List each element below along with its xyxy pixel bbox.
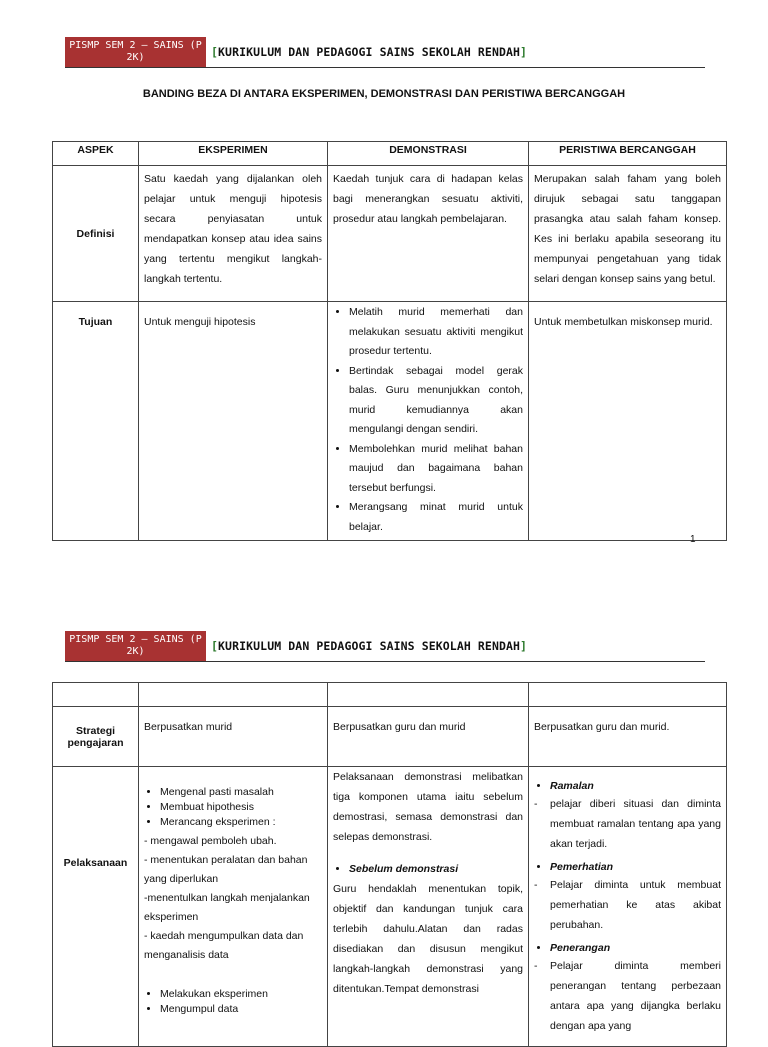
table-row-strategi [53, 707, 727, 767]
row-label-definisi: Definisi [53, 166, 139, 302]
header-title: [KURIKULUM DAN PEDAGOGI SAINS SEKOLAH RENDAH] [211, 45, 528, 59]
dash-item: -menentulkan langkah menjalankan eksperimen [144, 892, 310, 923]
dash-item: - mengawal pemboleh ubah. [144, 835, 277, 847]
cell-tujuan-eksperimen: Untuk menguji hipotesis [139, 302, 328, 541]
demonstrasi-subheading: • Sebelum demonstrasi [349, 859, 523, 879]
comparison-table-continued [52, 682, 727, 1047]
table-header-row [53, 142, 727, 166]
peristiwa-item-title: • Ramalan [550, 779, 721, 794]
col-header-aspek: ASPEK [53, 142, 139, 166]
dash-item: - kaedah mengumpulkan data dan menganalisis data [144, 930, 304, 961]
cell-pelaksanaan-peristiwa [529, 767, 727, 1047]
table-row-definisi [53, 166, 727, 302]
list-item: • Merancang eksperimen : [160, 815, 322, 830]
cell-pelaksanaan-demonstrasi [328, 767, 529, 1047]
peristiwa-item: - pelajar diberi situasi dan diminta membuat ramalan tentang apa yang akan terjadi. [534, 798, 721, 850]
table-row-pelaksanaan [53, 767, 727, 1047]
cell-strategi-eksperimen: Berpusatkan murid [139, 707, 328, 767]
list-item: • Mengenal pasti masalah [160, 785, 322, 800]
cell-tujuan-demonstrasi [328, 302, 529, 541]
peristiwa-item: - Pelajar diminta untuk membuat pemerhatian ke atas akibat perubahan. [534, 879, 721, 931]
table-blank-row [53, 683, 727, 707]
list-item: • Merangsang minat murid untuk belajar. [349, 498, 523, 537]
list-item: • Melakukan eksperimen [160, 987, 322, 1002]
document-title: BANDING BEZA DI ANTARA EKSPERIMEN, DEMONSTRASI DAN PERISTIWA BERCANGGAH [142, 88, 626, 100]
cell-tujuan-peristiwa: Untuk membetulkan miskonsep murid. [529, 302, 727, 541]
col-header-peristiwa: PERISTIWA BERCANGGAH [529, 142, 727, 166]
list-item: • Membuat hipothesis [160, 800, 322, 815]
row-label-pelaksanaan: Pelaksanaan [53, 767, 139, 1047]
page-number: 1 [690, 534, 696, 545]
page-header [65, 37, 705, 68]
cell-strategi-demonstrasi: Berpusatkan guru dan murid [328, 707, 529, 767]
col-header-eksperimen: EKSPERIMEN [139, 142, 328, 166]
peristiwa-item: - Pelajar diminta memberi penerangan tentang perbezaan antara apa yang dijangka berlaku dengan apa yang [534, 960, 721, 1032]
header-title: [KURIKULUM DAN PEDAGOGI SAINS SEKOLAH RENDAH] [211, 639, 528, 653]
col-header-demonstrasi: DEMONSTRASI [328, 142, 529, 166]
peristiwa-item-title: • Pemerhatian [550, 860, 721, 875]
cell-definisi-eksperimen: Satu kaedah yang dijalankan oleh pelajar untuk menguji hipotesis secara penyiasatan untuk mendapatkan konsep atau idea sains yang tertentu mengikut langkah-langkah tertentu. [139, 166, 328, 302]
list-item: • Melatih murid memerhati dan melakukan sesuatu aktiviti mengikut prosedur tertentu. [349, 303, 523, 362]
header-tag: PISMP SEM 2 – SAINS (P 2K) [65, 37, 206, 67]
row-label-strategi: Strategi pengajaran [53, 707, 139, 767]
list-item: • Bertindak sebagai model gerak balas. Guru menunjukkan contoh, murid kemudiannya akan mengulangi dengan sendiri. [349, 362, 523, 440]
peristiwa-item-title: • Penerangan [550, 941, 721, 956]
table-row-tujuan [53, 302, 727, 541]
header-tag: PISMP SEM 2 – SAINS (P 2K) [65, 631, 206, 661]
dash-item: - menentukan peralatan dan bahan yang diperlukan [144, 854, 308, 885]
demonstrasi-body: Guru hendaklah menentukan topik, objektif dan kandungan tunjuk cara terlebih dahulu.Alatan dan radas disediakan dan disusun mengikut langkah-langkah demonstrasi yang ditentukan.Tempat demonstrasi [333, 883, 523, 995]
demonstrasi-intro: Pelaksanaan demonstrasi melibatkan tiga komponen utama iaitu sebelum demostrasi, semasa demonstrasi dan selepas demonstrasi. [333, 771, 523, 843]
cell-strategi-peristiwa: Berpusatkan guru dan murid. [529, 707, 727, 767]
cell-pelaksanaan-eksperimen [139, 767, 328, 1047]
cell-definisi-demonstrasi: Kaedah tunjuk cara di hadapan kelas bagi menerangkan sesuatu aktiviti, prosedur atau langkah pembelajaran. [328, 166, 529, 302]
comparison-table [52, 141, 727, 541]
list-item: • Mengumpul data [160, 1002, 322, 1017]
page-header-2 [65, 631, 705, 662]
row-label-tujuan: Tujuan [53, 302, 139, 541]
list-item: • Membolehkan murid melihat bahan maujud dan bagaimana bahan tersebut berfungsi. [349, 440, 523, 499]
cell-definisi-peristiwa: Merupakan salah faham yang boleh dirujuk sebagai satu tanggapan prasangka atau salah faham konsep. Kes ini berlaku apabila seseorang itu mempunyai pengetahuan yang tidak selari dengan konsep sains yang betul. [529, 166, 727, 302]
